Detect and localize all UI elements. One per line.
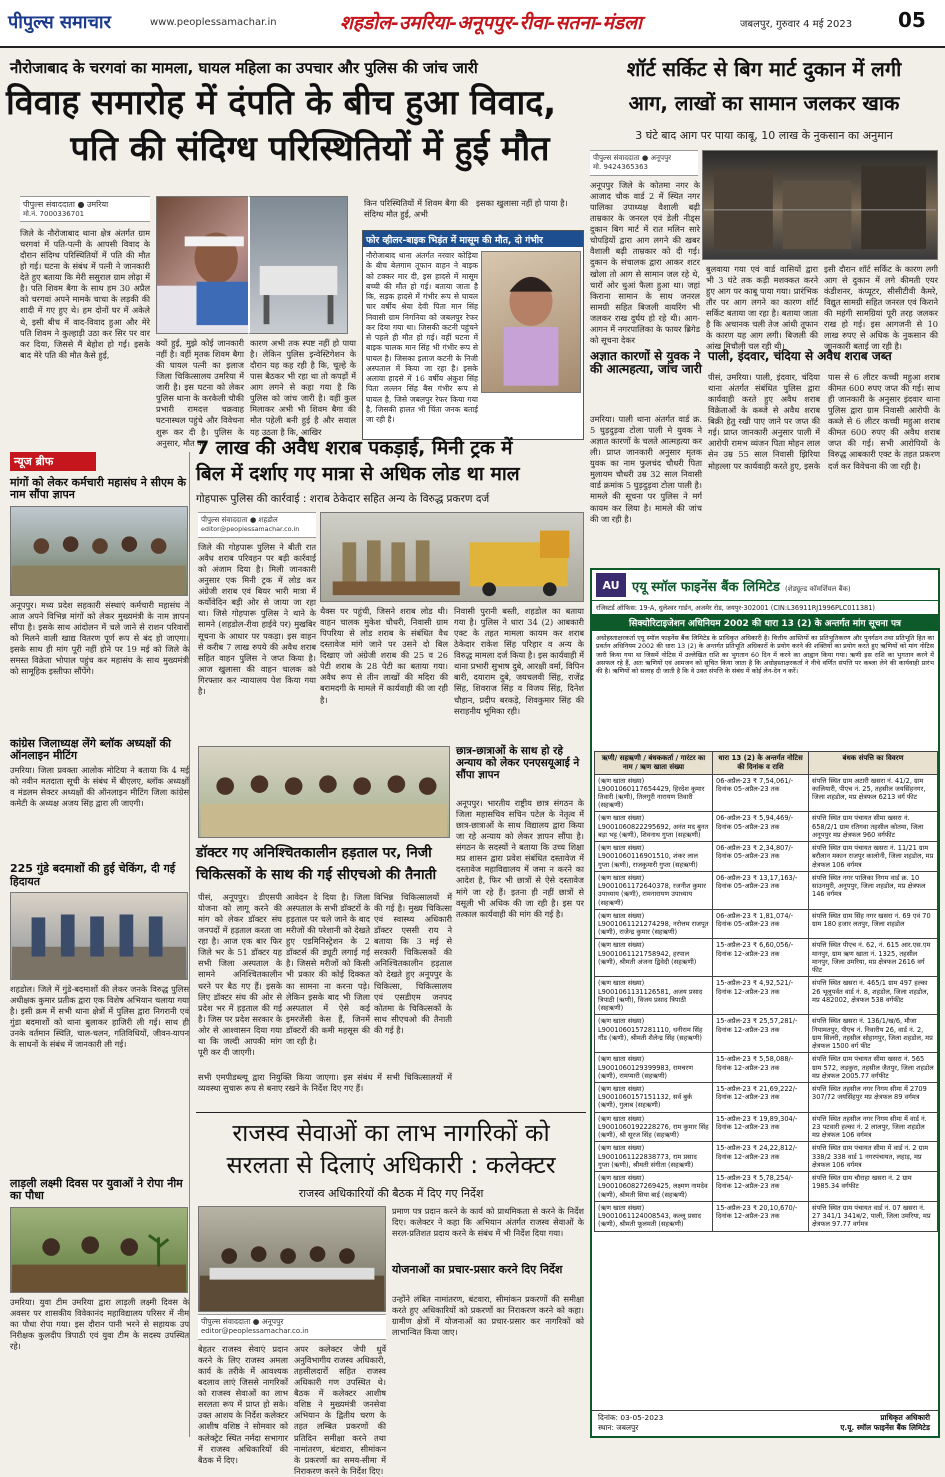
notice-place: स्थान: जबलपुर — [598, 1423, 639, 1432]
notice-col-header: धारा 13 (2) के अन्तर्गत नोटिस की दिनांक व राशि — [713, 752, 809, 775]
notice-table-cell: (ऋण खाता संख्या) L9001060129399983, रामचरण (ऋणी), रामप्यारी (सहऋणी) — [595, 1053, 713, 1083]
newsbrief-item-title: मांगों को लेकर कर्मचारी महासंघ ने सीएम के नाम सौंपा ज्ञापन — [10, 476, 186, 502]
newsbrief-item-title: कांग्रेस जिलाध्यक्ष लेंगे ब्लॉक अध्यक्षों की ऑनलाइन मीटिंग — [10, 736, 171, 762]
notice-table-row — [595, 1015, 938, 1053]
masthead-logo: पीपुल्स समाचार — [8, 12, 111, 33]
newsbrief-item-text: उमरिया। युवा टीम उमरिया द्वारा लाड़ली लक्ष्मी दिवस के अवसर पर शासकीय विवेकानंद महाविद्यालय परिसर में नीम का पौधा रोपा गया। इस दौरान पानी भरने से सहायक उप निरीक्षक कुलदीप त्रिपाठी एवं युवा टीम के सदस्य उपस्थित रहे। — [10, 1296, 189, 1351]
notice-sign-title: प्राधिकृत अधिकारी — [880, 1413, 930, 1422]
lead-title-line1: विवाह समारोह में दंपति के बीच हुआ विवाद, — [6, 83, 557, 123]
notice-table-row — [595, 812, 938, 842]
notice-table-cell: संपत्ति स्थित पीएच नं. 62, नं. 615 आर.एस.एम मानपुर, ग्राम ऋण खाता नं. 1325, तहसील मानपुर, जिला उमरिया, मप्र क्षेत्रफल 2616 वर्ग फीट — [809, 939, 938, 977]
notice-table-cell: (ऋण खाता संख्या) L9001060157281110, धनीराम सिंह गौंड (ऋणी), श्रीमती शैलेन्द्र सिंह (सहऋणी) — [595, 1015, 713, 1053]
notice-table-row — [595, 1201, 938, 1231]
fire-title-line1: शॉर्ट सर्किट से बिग मार्ट दुकान में लगी — [626, 57, 902, 81]
doctors-title-line1: डॉक्टर गए अनिश्चितकालीन हड़ताल पर, निजी — [196, 845, 432, 861]
notice-table-cell: (ऋण खाता संख्या) L9001061122838773, राम प्रसाद गुप्ता (ऋणी), श्रीमती संगीता (सहऋणी) — [595, 1142, 713, 1172]
doctors-title-line2: चिकित्सकों के साथ की गई सीएचओ की तैनाती — [196, 867, 437, 883]
notice-table-cell: 15-अप्रैल-23 ₹ 4,92,521/- दिनांक 12-अप्रैल-23 तक — [713, 977, 809, 1015]
liquor-truck-col2: थैक्स पर पहुंची, जिसने शराब लोड थी। वाहन चालक मुकेश चौधरी, निवासी ग्राम पिपरिया से लोड शराब के संबंधित वैध दस्तावेज मांगे जाने पर उसने दो बिल दिखाए जो अंग्रेजी शराब की 25 व 26 पेटी शराब के 28 पेटी का बताया गया। अवैध रूप से तीन लाखों की मदिरा की बरामदगी के मामले में कार्यवाही की जा रही है। — [320, 606, 448, 705]
child-illustration — [482, 252, 580, 392]
masthead-website: www.peoplessamachar.in — [150, 17, 277, 28]
notice-table-cell: (ऋण खाता संख्या) L9001061124008543, कल्लू प्रसाद (ऋणी), श्रीमती फूलमती (सहऋणी) — [595, 1201, 713, 1231]
au-bank-logo-icon: AU — [596, 573, 626, 597]
notice-table-row — [595, 842, 938, 872]
lead-title-line2: पति की संदिग्ध परिस्थितियों में हुई मौत — [70, 129, 550, 169]
notice-table-cell: संपत्ति स्थित ग्राम सिंह नगर खसरा नं. 69 एवं 70 ग्राम 180 हजार लतपुर, जिला शहडोल — [809, 909, 938, 939]
revenue-byline — [198, 1314, 386, 1340]
seized-truck-illustration — [321, 513, 583, 601]
liquor-seize-title: पाली, इंदवार, चंदिया से अवैध शराब जब्त — [708, 349, 892, 363]
notice-bank-tag: (शेड्यूल्ड कॉमर्शियल बैंक) — [784, 584, 851, 593]
notice-table-cell: 15-अप्रैल-23 ₹ 20,10,670/- दिनांक 12-अप्रैल-23 तक — [713, 1201, 809, 1231]
lead-col2: क्यों हुई, मुझे कोई जानकारी नहीं है। वहीं मृतक शिवम बैगा की घायल पत्नी का इलाज जिला चिकित्सालय उमरिया में जारी है। इस घटना को लेकर पुलिस थाना के करकेली चौकी प्रभारी रामदत्त चक्रवाह घटनास्थल पहुंचे और विवेचना शुरू कर दी है। पुलिस के अनुसार, मौत का — [156, 338, 244, 448]
lead-col5: इसका खुलासा नहीं हो पाया है। — [476, 198, 568, 208]
notice-table-cell: 06-अप्रैल-23 ₹ 1,81,074/- दिनांक 05-अप्रैल-23 तक — [713, 909, 809, 939]
accident-photo-child — [481, 251, 581, 393]
newsbrief-item-text: शहडोल। जिले में गुंडे-बदमाशों की लेकर जनके विरुद्ध पुलिस अधीक्षक कुमार प्रतीक द्वारा एक विशेष अभियान चलाया गया है। इसी क्रम में सभी थाना क्षेत्रों में पुलिस द्वारा निगरानी एवं गुंडा बदमाशों को थाना बुलाकर हाजिरी ली गई। साथ ही उनके वर्तमान स्थिति, चाल-चलन, गतिविधियों, जीवन-यापन के साधनों के संबंध में जानकारी ली गई। — [10, 983, 189, 1050]
notice-table-row — [595, 939, 938, 977]
masthead-dateline: जबलपुर, गुरुवार 4 मई 2023 — [740, 19, 853, 30]
group-photo-illustration — [11, 507, 187, 595]
notice-table-cell: (ऋण खाता संख्या) L9001060192228276, राम कुमार सिंह (ऋणी), श्री सूरज सिंह (सहऋणी) — [595, 1112, 713, 1142]
fire-col1: अनूपपुर जिले के कोतमा नगर के आजाद चौक वार्ड 2 में स्थित नगर पालिका उपाध्यक्ष वैशाली बढ़ी ताम्रकार के जनरल एवं डेली नीड्स दुकान बिग मार्ट में रात मलिन सारे चोपड़ियों द्वारा आग लगने की खबर वैशाली बढ़ी ताम्रकार को दी गई। दुकान के संचालक द्वारा आकर शटर खोला तो आग से सामान जल रहे थे, चारों ओर धुआं फैला हुआ था। जहां किराना सामान के साथ जनरल सामग्री सहित बिजली वायरिंग भी जलकर राख दुर्घय हो रहे थी। आग-आगन में नगरपालिका के फायर ब्रिगेड को सूचना देकर — [590, 180, 700, 345]
notice-table-cell: संपत्ति स्थित खसरा नं. 136/1/ख/6, मौजा नियामतपुर, पीएच नं. निवारीय 26, वार्ड नं. 2, ग्राम सिलरी, तहसील सोहागपुर, जिला शहडोल, मप्र क्षेत्रफल 1500 वर्ग फीट — [809, 1015, 938, 1053]
doctors-col3: विभिन्न चिकित्सालयों में की गई है। मुख्य चिकित्सा एवं स्वास्थ्य अधिकारी डॉक्टर एससी राय ने बताया कि 3 मई से सरकारी चिकित्सकों की अनिश्चितकालीन हड़ताल को देखते हुए अनूपपुर के चिकित्सा, चिकित्सालय एवं एसडीएम जनपद कोतमा के चिकित्सकों के साथ सीएचओ की तैनाती की गई है। — [374, 892, 452, 1035]
revenue-title-line1: राजस्व सेवाओं का लाभ नागरिकों को — [232, 1119, 550, 1147]
suicide-title: अज्ञात कारणों से युवक ने की आत्महत्या, जांच जारी — [590, 349, 702, 377]
doctors-col4: सभी एमपीडब्ल्यू द्वारा नियुक्ति किया जाएगा। इस संबंध में सभी चिकित्सालयों में व्यवस्था सुचारू रूप से बनाए रखने के निर्देश दिए गए हैं। — [198, 1072, 452, 1094]
lead-photo-bed — [248, 196, 348, 334]
notice-table-cell: 06-अप्रैल-23 ₹ 13,17,163/- दिनांक 05-अप्रैल-23 तक — [713, 871, 809, 909]
meeting-illustration — [199, 1207, 385, 1311]
revenue-email: editor@peoplessamachar.co.in — [201, 1327, 309, 1335]
notice-bank-name: एयू स्मॉल फाइनेंस बैंक लिमिटेड — [632, 579, 780, 595]
notice-table-cell: संपत्ति स्थित ग्राम अटारी खसरा नं. 41/2, ग्राम कालियारी, पीएच नं. 25, तहसील जयसिंहनगर, जिला शहडोल, मप्र क्षेत्रफल 6213 वर्ग फीट — [809, 774, 938, 812]
notice-table-row — [595, 1172, 938, 1202]
notice-table-row — [595, 774, 938, 812]
notice-table-cell: (ऋण खाता संख्या) L9001060822295692, अनंत मद बुनत बड़ा भट्ट (ऋणी), शिवनाथ गुप्ता (सहऋणी) — [595, 812, 713, 842]
accident-box — [362, 230, 584, 440]
notice-table-cell: 06-अप्रैल-23 ₹ 7,54,061/- दिनांक 05-अप्रैल-23 तक — [713, 774, 809, 812]
notice-table-cell: संपत्ति स्थित ग्राम पंचायत सीमा में वार्ड नं. 2 ग्राम 338/2 338 वार्ड 1 नगरपंचायत, लहाड़, मप्र क्षेत्रफल 106 वर्गमत्र — [809, 1142, 938, 1172]
revenue-col1: बेहतर राजस्व सेवाएं प्रदान करने के लिए राजस्व अमला कार्य के तरीके में आवश्यक बदलाव लाएं जिससे नागरिकों को राजस्व सेवाओं का लाभ सरलता रूप में प्राप्त हो सके। उक्त आशय के निर्देश कलेक्टर आशीष वशिष्ठ ने सोमवार को कलेक्ट्रेट स्थित नर्मदा सभागार में राजस्व अधिकारियों की बैठक में दिए। — [198, 1344, 288, 1465]
revenue-col2: अपर कलेक्टर जेपी धुर्वे अनुविभागीय राजस्व अधिकारी, तहसीलदारों सहित राजस्व अधिकारी गण उपस्थित थे। बैठक में कलेक्टर आशीष वशिष्ठ ने मुख्यमंत्री जनसेवा अभियान के द्वितीय चरण के तहत लम्बित प्रकरणों की प्रतिदिन समीक्षा करने तथा नामांतरण, बंटवारा, सीमांकन के प्रकरणों का समय-सीमा में निराकरण करने के निर्देश दिए। — [294, 1344, 386, 1476]
liquor-truck-title-line1: 7 लाख की अवैध शराब पकड़ाई, मिनी ट्रक में — [196, 437, 513, 459]
lead-kicker: नौरोजाबाद के चरगवां का मामला, घायल महिला का उपचार और पुलिस की जांच जारी — [10, 59, 478, 77]
liquor-seize-text: पीसं, उमरिया। पाली, इंदवार, चंदिया थाना अंतर्गत संबंधित पुलिस द्वारा कार्यवाही करते हुए अवैध शराब विक्रेताओं के कब्जे से अवैध शराब बिक्री हेतु रखी पाए जाने पर जप्त की गई। प्राप्त जानकारी अनुसार पाली में आरोपी रामभ व्यंजन पिता मोहन लाल सेन उम्र 55 साल निवासी झिरिया मोहल्ला पर कार्यवाही करते हुए, इसके पास से 6 लीटर कच्ची महुआ शराब कीमत 600 रुपए जप्त की गई। साथ ही जानकारी के अनुसार इंदवार थाना पुलिस द्वारा ग्राम निवासी आरोपी के कब्जे से 6 लीटर कच्ची महुआ शराब कीमत 600 रुपए की अवैध शराब जप्त की गई। सभी आरोपियों के विरुद्ध आबकारी एक्ट के तहत प्रकरण दर्ज कर विवेचना की जा रही है। — [708, 372, 940, 471]
notice-table-cell: संपत्ति स्थित ग्राम पंचायत सीमा खसरा नं. 658/2/1 ग्राम रतिगवा तहसील कोतमा, जिला अनूपपुर मप्र क्षेत्रफल 960 वर्गफीट — [809, 812, 938, 842]
notice-table-cell: संपत्ति स्थित तहसील नगर निगम सीमा में 2709 307/72 जयसिंहपुर मप्र क्षेत्रफल 89 वर्गमत्र — [809, 1083, 938, 1113]
liquor-truck-col3: निवासी पुरानी बस्ती, शहडोल का बताया गया है। पुलिस ने धारा 34 (2) आबकारी एक्ट के तहत मामला कायम कर शराब ठेकेदार राकेश सिंह परिहार व अन्य के विरुद्ध मामला दर्ज किया है। इस कार्यवाही में थाना प्रभारी सुभाष दुबे, आरक्षी वर्मा, विपिन बारी, दयाराम दुबे, जयचलवी सिंह, राजेंद्र सिंह, शिवराज सिंह व विजय सिंह, दिनेश चौहान, प्रदीप बरकड़े, शिवकुमार सिंह की सराहनीय भूमिका रही। — [454, 606, 584, 716]
notice-table-cell: संपत्ति स्थित नगर पालिका निगम वार्ड क्र. 10 साउनमुरी, अनूपपुर, जिला शहडोल, मप्र क्षेत्रफल 146 वर्गमत्र — [809, 871, 938, 909]
fire-byline-text: पीपुल्स संवाददाता ● अनूपपुर — [593, 153, 672, 162]
notice-table-cell: (ऋण खाता संख्या) L9001060827269425, लक्ष्मण नामदेव (ऋणी), श्रीमती सिया बाई (सहऋणी) — [595, 1172, 713, 1202]
lead-contact: मो.नं. 7000336701 — [23, 210, 85, 218]
fire-contact: मो. 9424365363 — [593, 163, 648, 171]
burnt-shop-illustration — [703, 151, 937, 259]
notice-table-cell: (ऋण खाता संख्या) L9001061172640378, रजनीश कुमार उपाध्याय (ऋणी), रामनारायण उपाध्याय (सहऋणी) — [595, 871, 713, 909]
notice-footer — [592, 1410, 938, 1434]
doctors-col1: पीसं, अनूपपुर। डीएसपी योजना को लागू करने की मांग को लेकर डॉक्टर संघ जनपदों में हड़ताल करता जा रहा है। आज एक बार फिर जिले भर के 51 डॉक्टर यह सभी जिला अस्पताल के सामने अनिश्चितकालीन धरने पर बैठ गए हैं। इसके लिए डॉक्टर संघ की ओर से प्रदेश भर में हड़ताल की गई है। जिस पर प्रदेश सरकार के ओर से आश्वासन दिया गया था कि जल्दी आपकी मांग पूरी कर दी जाएगी। — [198, 892, 282, 1057]
notice-act-title: सिक्योरिटाइजेशन अधिनियम 2002 की धारा 13 (2) के अन्तर्गत मांग सूचना पत्र — [592, 614, 938, 631]
revenue-deck: राजस्व अधिकारियों की बैठक में दिए गए निर्देश — [298, 1187, 484, 1200]
students-title: छात्र-छात्राओं के साथ हो रहे अन्याय को लेकर एनएसयूआई ने सौंपा ज्ञापन — [456, 745, 580, 781]
notice-table — [594, 751, 938, 1232]
fire-byline — [590, 150, 698, 176]
liquor-truck-photo — [320, 512, 584, 602]
masthead-districts: शहडोल-उमरिया-अनूपपुर-रीवा-सतना-मंडला — [340, 12, 642, 34]
fire-title-line2: आग, लाखों का सामान जलकर खाक — [628, 91, 900, 115]
notice-table-row — [595, 871, 938, 909]
notice-table-row — [595, 909, 938, 939]
notice-table-cell: 15-अप्रैल-23 ₹ 25,57,281/- दिनांक 12-अप्रैल-23 तक — [713, 1015, 809, 1053]
notice-table-cell: 15-अप्रैल-23 ₹ 19,89,304/- दिनांक 12-अप्रैल-23 तक — [713, 1112, 809, 1142]
notice-table-cell: 06-अप्रैल-23 ₹ 2,34,807/- दिनांक 05-अप्रैल-23 तक — [713, 842, 809, 872]
liquor-truck-col1: जिले की गोहपारू पुलिस ने बीती रात अवैध शराब परिवहन पर बड़ी कार्रवाई को अंजाम दिया है। मिली जानकारी अनुसार एक मिनी ट्रक में लोड कर अंग्रेजी शराब एवं बियर भारी मात्रा में कर्योवेदिन बड़ी ओर से जाया जा रहा था। जिसे गोहपारू पुलिस ने थाने के सामने (शहडोल-रीवा हाईवे पर) मुखबिर सूचना के आधार पर पकड़ा। इस वाहन से करीब 7 लाख रुपये की अवैध शराब सहित वाहन पुलिस ने जप्त किया है। आज खुलासा की वाहन चालक को गिरफ्तार कर न्यायालय पेश किया गया है। — [198, 542, 316, 696]
newsbrief-item-title: लाड़ली लक्ष्मी दिवस पर युवाओं ने रोपा नीम का पौधा — [10, 1176, 183, 1203]
notice-intro: अधोहस्ताक्षरकर्ता एयू स्मॉल फाइनेंस बैंक लिमिटेड के प्राधिकृत अधिकारी है। वित्तीय आस्तियों का प्रतिभूतिकरण और पुनर्गठन तथा प्रतिभूति हित का प्रवर्तन अधिनियम 2002 की धारा 13 (2) के अन्तर्गत प्रतिभूति अधिकारों के प्रयोग करने की शक्तियों का प्रयोग करते हुए ऋणियों को मांग नोटिस जारी किया गया था जिसमें नोटिस में उल्लेखित राशि का भुगतान 60 दिन में करने का आह्वान किया गया। ऋणी इस राशि का भुगतान करने में असफल रहे हैं, अतः ऋणियों एवं आमजन को सूचित किया जाता है कि अधोहस्ताक्षरकर्ता ने नीचे वर्णित संपत्ति पर कब्जा लेने की कार्यवाही प्रारंभ की है। ऋणियों को सलाह दी जाती है कि वे उक्त संपत्ति के संबंध में कोई लेन-देन न करें। — [596, 634, 934, 676]
notice-table-cell: संपत्ति स्थित ग्राम चौराहा खसरा नं. 2 ग्राम 1985.34 वर्गफीट — [809, 1172, 938, 1202]
lead-col4: किन परिस्थितियों में शिवम बैगा की संदिग्ध मौत हुई, अभी — [364, 198, 468, 220]
suicide-text: उमरिया। पाली थाना अंतर्गत वार्ड क्र. 5 घुड़दुड़वा टोला पाली मे युवक ने अज्ञात कारणों के चलते आत्महत्या कर ली। प्राप्त जानकारी अनुसार मृतक युवक का नाम फुलचंद चौधरी पिता मुलायम चौधरी उम्र 32 साल निवासी वार्ड क्रमांक 5 घुड़दुड़वा टोला पाली है। मामले की सूचना पर पुलिस ने मर्ग कायम कर लिया है। मामले की जांच की जा रही है। — [590, 414, 702, 524]
notice-col-header: बंधक संपत्ति का विवरण — [809, 752, 938, 775]
notice-address: रजिस्टर्ड ऑफिस: 19-A, धुलेश्वर गार्डन, अजमेर रोड, जयपुर-302001 (CIN:L36911RJ1996PLC011381) — [596, 604, 876, 612]
notice-table-header — [595, 752, 938, 775]
revenue-divider — [196, 1112, 586, 1113]
newsbrief-column — [10, 452, 190, 1437]
newsbrief-item-title: 225 गुंडे बदमाशों की हुई चेकिंग, दी गई हिदायत — [10, 862, 176, 888]
newsbrief-item-text: उमरिया। जिला प्रवक्ता आलोक मोटिया ने बताया कि 4 मई को नवीन मतदाता सूची के संबंध में बीएलए, ब्लॉक अध्यक्षों व मंडलम सेक्टर अध्यक्षों की ऑनलाइन मीटिंग जिला कांग्रेस कमेटी के अध्यक्ष अजय सिंह द्वारा ली जाएगी। — [10, 765, 189, 809]
tree-planting-illustration — [11, 1208, 187, 1292]
notice-table-cell: 06-अप्रैल-23 ₹ 5,94,469/- दिनांक 05-अप्रैल-23 तक — [713, 812, 809, 842]
revenue-subhead: योजनाओं का प्रचार-प्रसार करने दिए निर्देश — [392, 1263, 563, 1276]
newsbrief-photo-3 — [10, 1207, 188, 1293]
liquor-truck-email: editor@peoplessamachar.co.in — [201, 525, 300, 533]
notice-table-row — [595, 1112, 938, 1142]
notice-table-cell: (ऋण खाता संख्या) L9001061131126581, अजय प्रसाद त्रिपाठी (ऋणी), विजय प्रसाद त्रिपाठी (सहऋणी) — [595, 977, 713, 1015]
notice-table-cell: (ऋण खाता संख्या) L9001061121274298, नरोत्तम राजपूत (ऋणी), राजेन्द्र कुमार (सहऋणी) — [595, 909, 713, 939]
notice-bank-block — [632, 576, 851, 595]
notice-table-row — [595, 977, 938, 1015]
notice-table-cell: 15-अप्रैल-23 ₹ 5,58,088/- दिनांक 12-अप्रैल-23 तक — [713, 1053, 809, 1083]
notice-table-row — [595, 1142, 938, 1172]
protest-group-illustration — [199, 747, 449, 837]
fire-col2: बुलवाया गया एवं वार्ड वासियों द्वारा भी 3 घंटे तक कड़ी मशक्कत करने हुए आग पर काबू पाया गया। प्रारंभिक तौर पर आग लगने का कारण शॉर्ट सर्किट बताया जा रहा है। बताया जाता है कि अचानक चली तेज आंधी तूफान के कारण यह आग लगी। बिजली की आंख मिचौली चल रही थी। — [706, 264, 818, 352]
bed-illustration — [250, 197, 347, 333]
newsbrief-item-text: अनूपपुर। मध्य प्रदेश सहकारी संस्थाएं कर्मचारी महासंघ ने आज अपने विभिन्न मांगों को लेकर मुख्यमंत्री के नाम ज्ञापन सौंपा है। इसके साथ आंदोलन में चले जाने से राशन परिवारों को मिलने वाली खाद्य वितरण पूर्ण रूप से बंद हो जाएगा। इसके साथ ही मांग पूरी नहीं होने पर 19 मई को जिले के समस्त विक्रेता भोपाल पहुंच कर महासंघ के साथ मुख्यमंत्री को सामूहिक इस्तीफा सौंपेंगे। — [10, 599, 189, 676]
newsbrief-photo-2 — [10, 892, 188, 980]
notice-table-cell: संपत्ति स्थित ग्राम पंचायत खसरा नं. 11/21 ग्राम बरौलान मकान राजपुर कालोनी, जिला शहडोल, मप्र क्षेत्रफल 106 वर्गमत्र — [809, 842, 938, 872]
notice-table-cell: संपत्ति स्थित तहसील नगर निगम सीमा में वार्ड नं. 23 पटवारी हल्का नं. 2 लालपुर, जिला शहडोल मप्र क्षेत्रफल 106 वर्गमत्र — [809, 1112, 938, 1142]
notice-table-row — [595, 1053, 938, 1083]
notice-table-cell: संपत्ति स्थित ग्राम पंचायत वार्ड नं. 07 खसरा नं. 27 341/1 341ब/2, पाली, जिला उमरिया, मप्र क्षेत्रफल 97.77 वर्गमत्र — [809, 1201, 938, 1231]
revenue-byline-text: पीपुल्स संवाददाता ● अनूपपुर — [201, 1317, 284, 1326]
students-text: अनूपपुर। भारतीय राष्ट्रीय छात्र संगठन के जिला महासचिव सचिन पटेल के नेतृत्व में छात्र-छात्राओं के साथ विद्यालय द्वारा किया जा रहे अन्याय को लेकर ज्ञापन सौंपा है। संगठन के सदस्यों ने बताया कि उच्च शिक्षा मप्र शासन द्वारा प्रवेश संबंधित दस्तावेज में दस्तावेज महाविद्यालय में जमा न करने का आदेश है, फिर भी छात्रों से ऐसे दस्तावेज मांगे जा रहे हैं। इतना ही नहीं छात्रों से वसूली भी अधिक की जा रही है। इस पर तत्काल कार्यवाही की मांग की गई है। — [456, 798, 584, 919]
notice-table-cell: 15-अप्रैल-23 ₹ 24,22,812/- दिनांक 12-अप्रैल-23 तक — [713, 1142, 809, 1172]
liquor-truck-deck: गोहपारू पुलिस की कार्रवाई : शराब ठेकेदार सहित अन्य के विरुद्ध प्रकरण दर्ज — [196, 493, 490, 505]
accident-text: नौरोजाबाद थाना अंतर्गत नरवार कोड़िया के बीच बेलगाम तूफान वाहन ने बाइक को टक्कर मार दी, इस हादसे में मासूम बच्ची की मौत हो गई। बताया जाता है कि, सड़क हादसे में गंभीर रूप से घायल चार वर्षीय श्रेया देवी पिता मान सिंह निवासी ग्राम निगनिया को जबलपुर रेफर कर दिया गया था। जिसकी कटनी पहुंचने से पहले ही मौत हो गई। वहीं घटना में बाइक चालक मान सिंह भी गंभीर रूप से घायल है। जिसका इलाज कटनी के निजी अस्पताल में किया जा रहा है। इसके अलावा हादसे में 16 वर्षीय अंकुश सिंह पिता लल्लन सिंह बैस गंभीर रूप से घायल है, जिसे जबलपुर रेफर किया गया है, जिसकी हालत भी चिंता जनक बताई जा रही है। — [366, 251, 478, 424]
notice-col-header: ऋणी/ सहऋणी / बंधककर्ता / गारंटर का नाम / ऋण खाता संख्या — [595, 752, 713, 775]
students-photo — [198, 746, 450, 838]
lead-byline-text: पीपुल्स संवाददाता ● उमरिया — [23, 200, 109, 209]
lead-col3: कारण अभी तक स्पष्ट नहीं हो पाया है। लेकिन पुलिस इन्वेस्टिगेशन के दौरान यह कह रही है कि, चूल्हे के पास बैठकर भी रहा था तो कपड़ों में आग लगने से कहा गया है कि पुलिस को जांच जारी है। वहीं कुल मिलाकर अभी भी शिवम बैगा की मौत पहेली बनी हुई है और सवाल यह उठता है कि, आखिर — [250, 338, 356, 437]
notice-table-cell: (ऋण खाता संख्या) L9001061121758942, हरपाल (ऋणी), श्रीमती अंजना द्विवेदी (सहऋणी) — [595, 939, 713, 977]
notice-sign-bank: ए.यू. स्मॉल फाइनेंस बैंक लिमिटेड — [840, 1423, 930, 1432]
bank-notice — [590, 568, 940, 1438]
doctors-col2: आवेदन दे दिया है। जिला अस्पताल के सभी डॉक्टरों के हड़ताल पर चले जाने के बाद मरीजों की परेशानी को देखते हुए एडमिनिस्ट्रेशन के 2 डॉक्टर्स की ड्यूटी लगाई गई है। जिससे मरीजों को किसी भी प्रकार की कोई दिक्कत का सामना ना करना पड़े। लेकिन इसके बाद भी जिला अस्पताल में ऐसे कई इमरजेंसी केस हैं, जिनमें डॉक्टरों की कमी महसूस की जा रही है। — [286, 892, 370, 1046]
notice-header — [592, 570, 938, 601]
notice-table-cell: 15-अप्रैल-23 ₹ 5,78,254/- दिनांक 12-अप्रैल-23 तक — [713, 1172, 809, 1202]
liquor-truck-byline-text: पीपुल्स संवाददाता ● शहडोल — [201, 515, 278, 524]
revenue-col4: उन्होंने लंबित नामांतरण, बंटवारा, सीमांकन प्रकरणों की समीक्षा करते हुए अधिकारियों को प्रकरणों का निराकरण करने को कहा। ग्रामीण क्षेत्रों में योजनाओं का प्रचार-प्रसार कर नागरिकों को लाभान्वित किया जाए। — [392, 1294, 584, 1338]
fire-col3: इसी दौरान शॉर्ट सर्किट के कारण लगी आग से दुकान में लगे कीमती एयर कंडीशनर, कंप्यूटर, सीसीटीवी कैमरे, विद्युत सामग्री सहित जनरल एवं किराने की महंगी सामग्रियां पूरी तरह जलकर राख हो गई। इस आगजनी से 10 लाख रुपए से अधिक के नुकसान की जानकारी बताई जा रही है। — [824, 264, 938, 352]
notice-table-cell: संपत्ति स्थित खसरा नं. 465/1 ग्राम 497 हल्का 26 भूलूपर्वत वार्ड नं. 8, शहडोल, जिला शहडोल, मप्र 482002, क्षेत्रफल 538 वर्गफीट — [809, 977, 938, 1015]
revenue-title-line2: सरलता से दिलाएं अधिकारी : कलेक्टर — [226, 1151, 556, 1179]
accident-head: फोर व्हीलर-बाइक भिड़ंत में मासूम की मौत, दो गंभीर — [363, 231, 583, 247]
notice-table-row — [595, 1083, 938, 1113]
lead-col1: जिले के नौरोजाबाद थाना क्षेत्र अंतर्गत ग्राम चरगवां में पति-पत्नी के आपसी विवाद के दौरान संदिग्ध परिस्थितियों में पति की मौत हो गई। घटना के संबंध में पत्नी ने जानकारी देते हुए बताया कि मेरी ससुराल ग्राम लोढ़ा में है। पति शिवम बैगा के साथ हम 30 अप्रैल को चरगवां अपने मामके चाचा के लड़की की शादी में गए हुए थे। हम दोनों घर में अकेले थे, इसी बीच में वाद-विवाद हुआ और मेरे पति शिवम ने कुल्हाड़ी उठा कर सिर पर वार कर दिया, जिससे मैं बेहोश हो गई। इसके बाद मेरे पति की मौत कैसे हुई, — [20, 228, 150, 360]
newsbrief-photo-1 — [10, 506, 188, 596]
notice-date: दिनांक: 03-05-2023 — [598, 1413, 664, 1422]
notice-table-cell: 15-अप्रैल-23 ₹ 21,69,222/- दिनांक 12-अप्रैल-23 तक — [713, 1083, 809, 1113]
page-number: 05 — [898, 8, 926, 32]
notice-table-cell: (ऋण खाता संख्या) L9001060157151132, सर्व बुर्क (ऋणी), गुलाब (सहऋणी) — [595, 1083, 713, 1113]
lead-byline — [20, 196, 150, 222]
notice-table-cell: 15-अप्रैल-23 ₹ 6,60,056/- दिनांक 12-अप्रैल-23 तक — [713, 939, 809, 977]
police-lineup-illustration — [11, 893, 187, 979]
notice-table-cell: (ऋण खाता संख्या) L9001060116901510, शंकर लाल गुप्ता (ऋणी), राजकुमारी गुप्ता (सहऋणी) — [595, 842, 713, 872]
fire-deck: 3 घंटे बाद आग पर पाया काबू, 10 लाख के नुकसान का अनुमान — [635, 129, 893, 142]
liquor-truck-title-line2: बिल में दर्शाए गए मात्रा से अधिक लोड था माल — [196, 463, 520, 485]
liquor-truck-byline — [198, 512, 316, 538]
masthead — [0, 0, 945, 48]
revenue-col3: प्रमाण पत्र प्रदान करने के कार्य को प्राथमिकता से करने के निर्देश दिए। कलेक्टर ने कहा कि अभियान अंतर्गत राजस्व सेवाओं के सरल-प्रतिशत प्रदाय करने के संबंध में भी निर्देश दिया गया। — [392, 1206, 584, 1239]
fire-photo — [702, 150, 938, 260]
notice-table-cell: (ऋण खाता संख्या) L9001060117654429, हिरदेश कुमार तिवारी (ऋणी), तिलगुरी नारायण तिवारी (सहऋणी) — [595, 774, 713, 812]
notice-table-cell: संपत्ति स्थित ग्राम पंचायत सीमा खसरा नं. 565 ग्राम 572, लड़कुरा, तहसील जैतपुर, जिला शहडोल मप्र क्षेत्रफल 2005.77 वर्गफीट — [809, 1053, 938, 1083]
newsbrief-label: न्यूज ब्रीफ — [10, 452, 96, 471]
revenue-photo — [198, 1206, 386, 1312]
